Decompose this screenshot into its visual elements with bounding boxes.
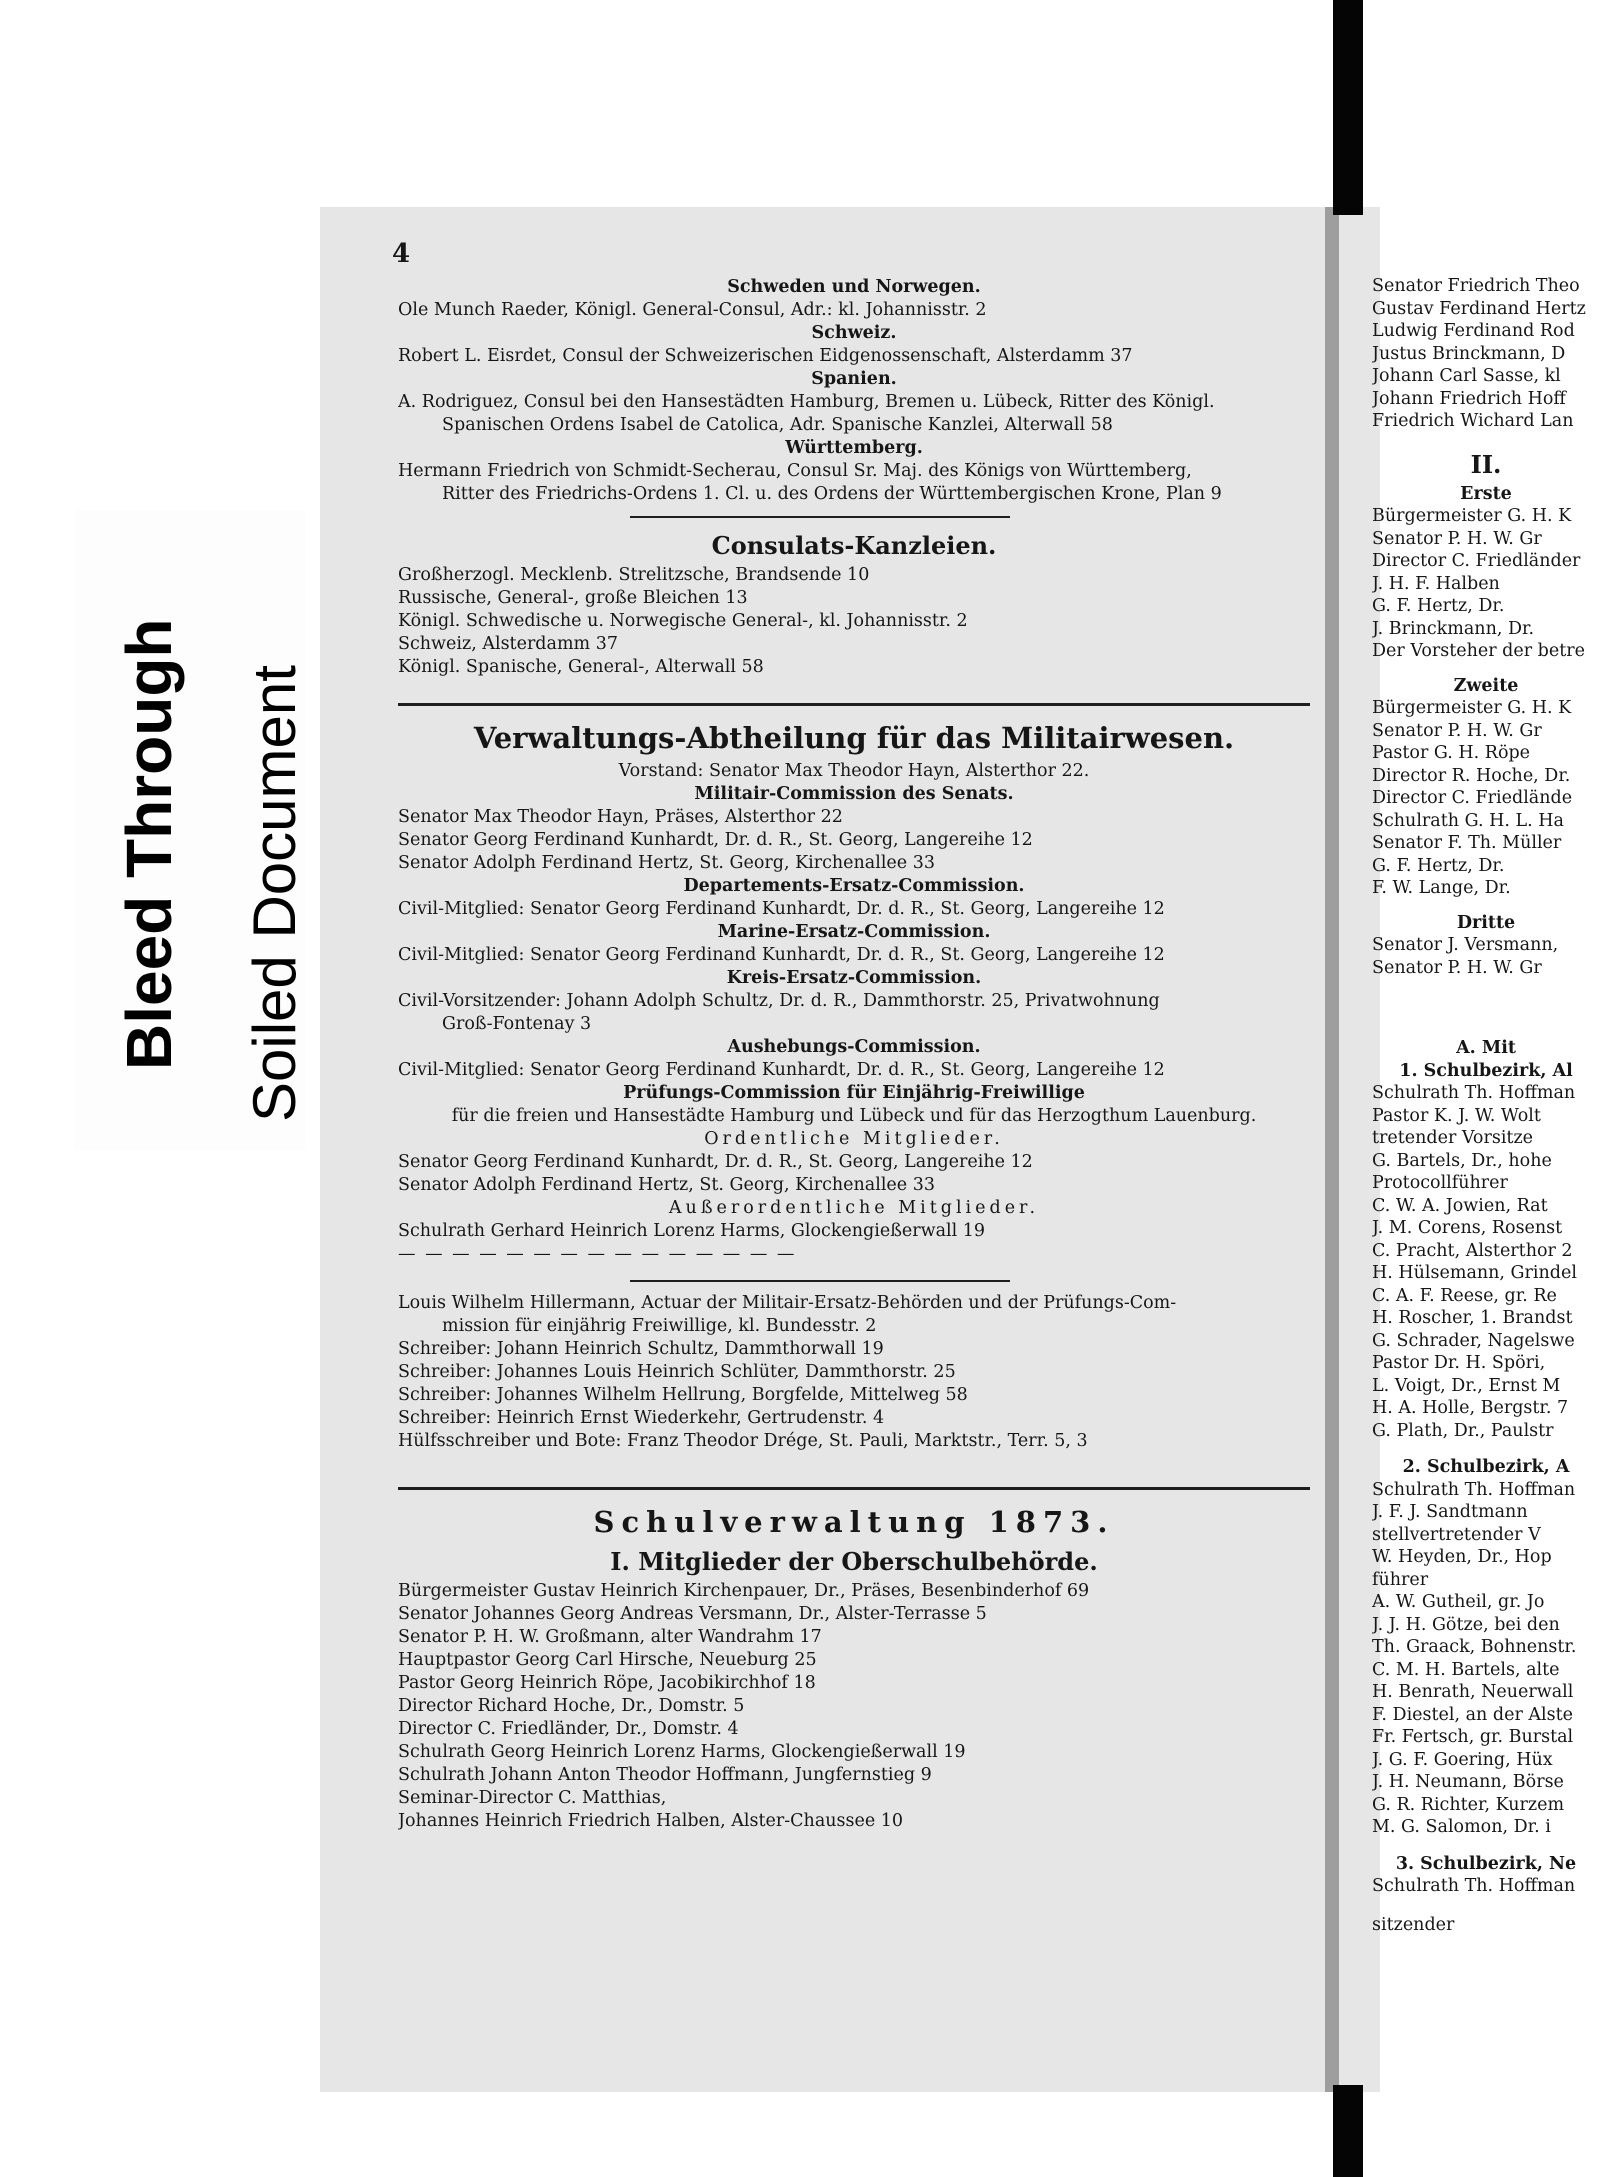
right-block (1372, 1875, 1600, 1898)
right-entry-line: H. Benrath, Neuerwall (1372, 1682, 1574, 1702)
divider (630, 1280, 1010, 1282)
entry-line: Johannes Heinrich Friedrich Halben, Alster-Chaussee 10 (398, 1811, 904, 1831)
heading-pruefung: Prüfungs-Commission für Einjährig-Freiwillige (623, 1083, 1085, 1103)
entry-line: Hülfsschreiber und Bote: Franz Theodor Drége, St. Pauli, Marktstr., Terr. 5, 3 (398, 1431, 1088, 1451)
right-entry-line: J. Brinckmann, Dr. (1372, 618, 1535, 639)
heading-kreis: Kreis-Ersatz-Commission. (726, 968, 982, 988)
heading-ausserordentliche: Außerordentliche Mitglieder. (668, 1198, 1040, 1218)
heading-swiss: Schweiz. (811, 323, 897, 343)
right-entry-line: J. J. H. Götze, bei den (1372, 1614, 1560, 1635)
divider (398, 703, 1310, 706)
entry-line: Senator Georg Ferdinand Kunhardt, Dr. d. R., St. Georg, Langereihe 12 (398, 830, 1033, 850)
right-entry-line: C. A. F. Reese, gr. Re (1372, 1285, 1557, 1306)
right-entry-line: J. H. F. Halben (1372, 573, 1500, 594)
heading-departement: Departements-Ersatz-Commission. (683, 876, 1025, 896)
entry-line: Senator Adolph Ferdinand Hertz, St. Georg, Kirchenallee 33 (398, 853, 935, 873)
book-gutter (1325, 207, 1339, 2092)
entry-line: Senator Georg Ferdinand Kunhardt, Dr. d. R., St. Georg, Langereihe 12 (398, 1152, 1033, 1172)
right-heading-erste: Erste (1460, 483, 1512, 504)
right-entry-line: Bürgermeister G. H. K (1372, 698, 1572, 718)
entry-line: Schreiber: Heinrich Ernst Wiederkehr, Gertrudenstr. 4 (398, 1408, 885, 1428)
right-entry-line: Pastor Dr. H. Spöri, (1372, 1353, 1546, 1373)
staff-section (320, 1292, 1320, 1453)
entry-line: Ritter des Friedrichs-Ordens 1. Cl. u. des Ordens der Württembergischen Krone, Plan 9 (442, 484, 1222, 504)
right-entry-line: Fr. Fertsch, gr. Burstal (1372, 1727, 1574, 1747)
schule-section (320, 1500, 1320, 1833)
dash-rule: — — — — — — — — — — — — — — — (398, 1244, 797, 1264)
entry-line: Civil-Mitglied: Senator Georg Ferdinand Kunhardt, Dr. d. R., St. Georg, Langereihe 12 (398, 945, 1165, 965)
right-entry-line: Friedrich Wichard Lan (1372, 411, 1574, 431)
right-entry-line: Johann Carl Sasse, kl (1372, 366, 1561, 386)
entry-line: Schreiber: Johann Heinrich Schultz, Dammthorwall 19 (398, 1339, 884, 1359)
right-entry-line: Pastor G. H. Röpe (1372, 743, 1531, 763)
right-entry-line: F. W. Lange, Dr. (1372, 878, 1511, 898)
right-entry-line: tretender Vorsitze (1372, 1128, 1534, 1148)
right-entry-line: C. W. A. Jowien, Rat (1372, 1195, 1548, 1216)
right-entry-line: G. Plath, Dr., Paulstr (1372, 1420, 1554, 1441)
entry-line: Seminar-Director C. Matthias, (398, 1788, 667, 1808)
entry-line: Director Richard Hoche, Dr., Domstr. 5 (398, 1696, 745, 1716)
entry-line: Königl. Schwedische u. Norwegische General-, kl. Johannisstr. 2 (398, 611, 968, 631)
page-number: 4 (392, 239, 411, 269)
entry-line: Louis Wilhelm Hillermann, Actuar der Militair-Ersatz-Behörden und der Prüfungs-Com- (398, 1293, 1177, 1313)
right-entry-line: Director R. Hoche, Dr. (1372, 765, 1571, 786)
binding-bar-bottom (1333, 2085, 1363, 2177)
kanzleien-section (320, 528, 1320, 679)
right-entry-line: Senator J. Versmann, (1372, 935, 1559, 955)
divider (630, 516, 1010, 518)
entry-line: Russische, General-, große Bleichen 13 (398, 588, 748, 608)
right-entry-line: M. G. Salomon, Dr. i (1372, 1817, 1551, 1837)
right-entry-line: Senator F. Th. Müller (1372, 833, 1562, 853)
heading-oberschulbehoerde: I. Mitglieder der Oberschulbehörde. (610, 1547, 1098, 1576)
militair-section (320, 716, 1320, 1266)
right-entry-line: J. H. Neumann, Börse (1372, 1772, 1564, 1792)
entry-line: Senator P. H. W. Großmann, alter Wandrahm 17 (398, 1627, 822, 1647)
right-entry-line: Ludwig Ferdinand Rod (1372, 321, 1575, 341)
heading-ordentliche: Ordentliche Mitglieder. (704, 1129, 1004, 1149)
vorstand-line: Vorstand: Senator Max Theodor Hayn, Alsterthor 22. (618, 761, 1090, 781)
right-heading-bezirk2: 2. Schulbezirk, A (1402, 1457, 1570, 1477)
right-heading-bezirk3: 3. Schulbezirk, Ne (1395, 1853, 1577, 1874)
consuls-section (320, 276, 1320, 506)
heading-commission: Militair-Commission des Senats. (694, 784, 1014, 804)
bleed-through-label: Bleed Through (113, 618, 185, 1070)
entry-line: Bürgermeister Gustav Heinrich Kirchenpauer, Dr., Präses, Besenbinderhof 69 (398, 1581, 1090, 1601)
right-entry-line: H. Hülsemann, Grindel (1372, 1263, 1577, 1283)
right-heading-ii: II. (1470, 449, 1502, 479)
heading-kanzleien: Consulats-Kanzleien. (711, 531, 997, 560)
heading-spain: Spanien. (811, 369, 897, 389)
entry-line: Civil-Mitglied: Senator Georg Ferdinand Kunhardt, Dr. d. R., St. Georg, Langereihe 12 (398, 1060, 1165, 1080)
right-block (1372, 1479, 1600, 1839)
right-entry-line: A. W. Gutheil, gr. Jo (1372, 1592, 1545, 1612)
right-entry-line: C. M. H. Bartels, alte (1372, 1659, 1560, 1680)
entry-line: Hauptpastor Georg Carl Hirsche, Neueburg 25 (398, 1650, 817, 1670)
right-entry-line: Schulrath G. H. L. Ha (1372, 810, 1564, 831)
right-heading-dritte: Dritte (1456, 912, 1516, 933)
right-entry-line: Director C. Friedländer (1372, 551, 1581, 571)
right-block (1372, 505, 1600, 663)
right-block (1372, 1082, 1600, 1442)
entry-line: Senator Max Theodor Hayn, Präses, Alsterthor 22 (398, 807, 843, 827)
right-entry-line: J. F. J. Sandtmann (1372, 1502, 1528, 1522)
entry-line: Robert L. Eisrdet, Consul der Schweizerischen Eidgenossenschaft, Alsterdamm 37 (398, 346, 1133, 366)
entry-line: Spanischen Ordens Isabel de Catolica, Adr. Spanische Kanzlei, Alterwall 58 (442, 415, 1113, 435)
right-entry-line: G. F. Hertz, Dr. (1372, 855, 1505, 876)
right-entry-line: G. F. Hertz, Dr. (1372, 596, 1505, 616)
right-entry-line: Protocollführer (1372, 1173, 1508, 1193)
right-entry-line: Gustav Ferdinand Hertz (1372, 298, 1586, 319)
entry-line: Ole Munch Raeder, Königl. General-Consul, Adr.: kl. Johannisstr. 2 (398, 300, 987, 320)
right-entry-line: Schulrath Th. Hoffman (1372, 1876, 1576, 1896)
right-entry-line: Director C. Friedlände (1372, 788, 1573, 808)
entry-line: Hermann Friedrich von Schmidt-Secherau, Consul Sr. Maj. des Königs von Württemberg, (398, 461, 1192, 481)
heading-aushebung: Aushebungs-Commission. (727, 1037, 981, 1057)
entry-line: Civil-Mitglied: Senator Georg Ferdinand Kunhardt, Dr. d. R., St. Georg, Langereihe 12 (398, 899, 1165, 919)
right-entry-line: C. Pracht, Alsterthor 2 (1372, 1240, 1573, 1261)
heading-marine: Marine-Ersatz-Commission. (717, 922, 991, 942)
entry-line: Senator Johannes Georg Andreas Versmann, Dr., Alster-Terrasse 5 (398, 1604, 987, 1624)
soiled-document-label: Soiled Document (241, 665, 308, 1122)
right-entry-line: F. Diestel, an der Alste (1372, 1704, 1573, 1725)
heading-norway: Schweden und Norwegen. (727, 277, 981, 297)
right-entry-line: W. Heyden, Dr., Hop (1372, 1547, 1552, 1567)
right-entry-line: Der Vorsteher der betre (1372, 641, 1585, 661)
right-page-partial (1372, 275, 1600, 1936)
right-entry-line: G. R. Richter, Kurzem (1372, 1794, 1565, 1815)
entry-line: Schreiber: Johannes Louis Heinrich Schlüter, Dammthorstr. 25 (398, 1362, 956, 1382)
right-entry-line: H. A. Holle, Bergstr. 7 (1372, 1398, 1569, 1418)
left-page (320, 232, 1320, 1833)
right-entry-line: G. Bartels, Dr., hohe (1372, 1150, 1552, 1171)
right-entry-line: Pastor K. J. W. Wolt (1372, 1105, 1541, 1126)
entry-line: Schulrath Gerhard Heinrich Lorenz Harms, Glockengießerwall 19 (398, 1221, 986, 1241)
entry-line: Schulrath Johann Anton Theodor Hoffmann, Jungfernstieg 9 (398, 1765, 932, 1785)
right-entry-line: Schulrath Th. Hoffman (1372, 1479, 1576, 1500)
entry-line: mission für einjährig Freiwillige, kl. Bundesstr. 2 (442, 1316, 877, 1336)
entry-line: Königl. Spanische, General-, Alterwall 58 (398, 657, 764, 677)
right-entry-line: Bürgermeister G. H. K (1372, 506, 1572, 526)
heading-militair: Verwaltungs-Abtheilung für das Militairwesen. (473, 721, 1235, 755)
pruefung-subheading: für die freien und Hansestädte Hamburg und Lübeck und für das Herzogthum Lauenburg. (451, 1106, 1257, 1126)
entry-line: Schulrath Georg Heinrich Lorenz Harms, Glockengießerwall 19 (398, 1742, 966, 1762)
right-entry-line: Justus Brinckmann, D (1372, 343, 1566, 364)
entry-line: Großherzogl. Mecklenb. Strelitzsche, Brandsende 10 (398, 565, 870, 585)
binding-bar-top (1333, 0, 1363, 215)
right-block (1372, 697, 1600, 900)
right-entry-line: G. Schrader, Nagelswe (1372, 1330, 1575, 1351)
right-entry-line: führer (1372, 1569, 1429, 1590)
right-entry-line: stellvertretender V (1372, 1524, 1541, 1545)
entry-line: Civil-Vorsitzender: Johann Adolph Schultz, Dr. d. R., Dammthorstr. 25, Privatwohnung (398, 991, 1160, 1011)
entry-line: Director C. Friedländer, Dr., Domstr. 4 (398, 1719, 739, 1739)
entry-line: Groß-Fontenay 3 (442, 1014, 592, 1034)
right-heading-zweite: Zweite (1453, 675, 1519, 696)
right-heading-bezirk1: 1. Schulbezirk, Al (1399, 1060, 1573, 1081)
entry-line: A. Rodriguez, Consul bei den Hansestädten Hamburg, Bremen u. Lübeck, Ritter des Königl. (398, 392, 1215, 412)
right-heading-a: A. Mit (1456, 1038, 1516, 1058)
right-entry-line: J. G. F. Goering, Hüx (1372, 1749, 1553, 1770)
right-entry-line: Th. Graack, Bohnenstr. (1372, 1637, 1577, 1657)
right-block (1372, 934, 1600, 979)
right-entry-line: Senator Friedrich Theo (1372, 276, 1580, 296)
right-entry-line: H. Roscher, 1. Brandst (1372, 1308, 1573, 1328)
entry-line: Pastor Georg Heinrich Röpe, Jacobikirchhof 18 (398, 1673, 816, 1693)
heading-wuerttemberg: Württemberg. (785, 438, 923, 458)
right-entry-line: Schulrath Th. Hoffman (1372, 1083, 1576, 1103)
right-entry-line: Johann Friedrich Hoff (1372, 388, 1566, 409)
right-entry-line: Senator P. H. W. Gr (1372, 528, 1542, 549)
right-block (1372, 1914, 1600, 1937)
right-block (1372, 275, 1600, 433)
right-entry-line: Senator P. H. W. Gr (1372, 720, 1542, 741)
right-entry-line: sitzender (1372, 1914, 1455, 1935)
entry-line: Senator Adolph Ferdinand Hertz, St. Georg, Kirchenallee 33 (398, 1175, 935, 1195)
entry-line: Schreiber: Johannes Wilhelm Hellrung, Borgfelde, Mittelweg 58 (398, 1385, 968, 1405)
right-entry-line: L. Voigt, Dr., Ernst M (1372, 1375, 1561, 1396)
entry-line: Schweiz, Alsterdamm 37 (398, 634, 618, 654)
divider (398, 1487, 1310, 1490)
heading-schulverwaltung: Schulverwaltung 1873. (593, 1505, 1115, 1539)
right-entry-line: J. M. Corens, Rosenst (1372, 1218, 1563, 1238)
right-entry-line: Senator P. H. W. Gr (1372, 957, 1542, 978)
